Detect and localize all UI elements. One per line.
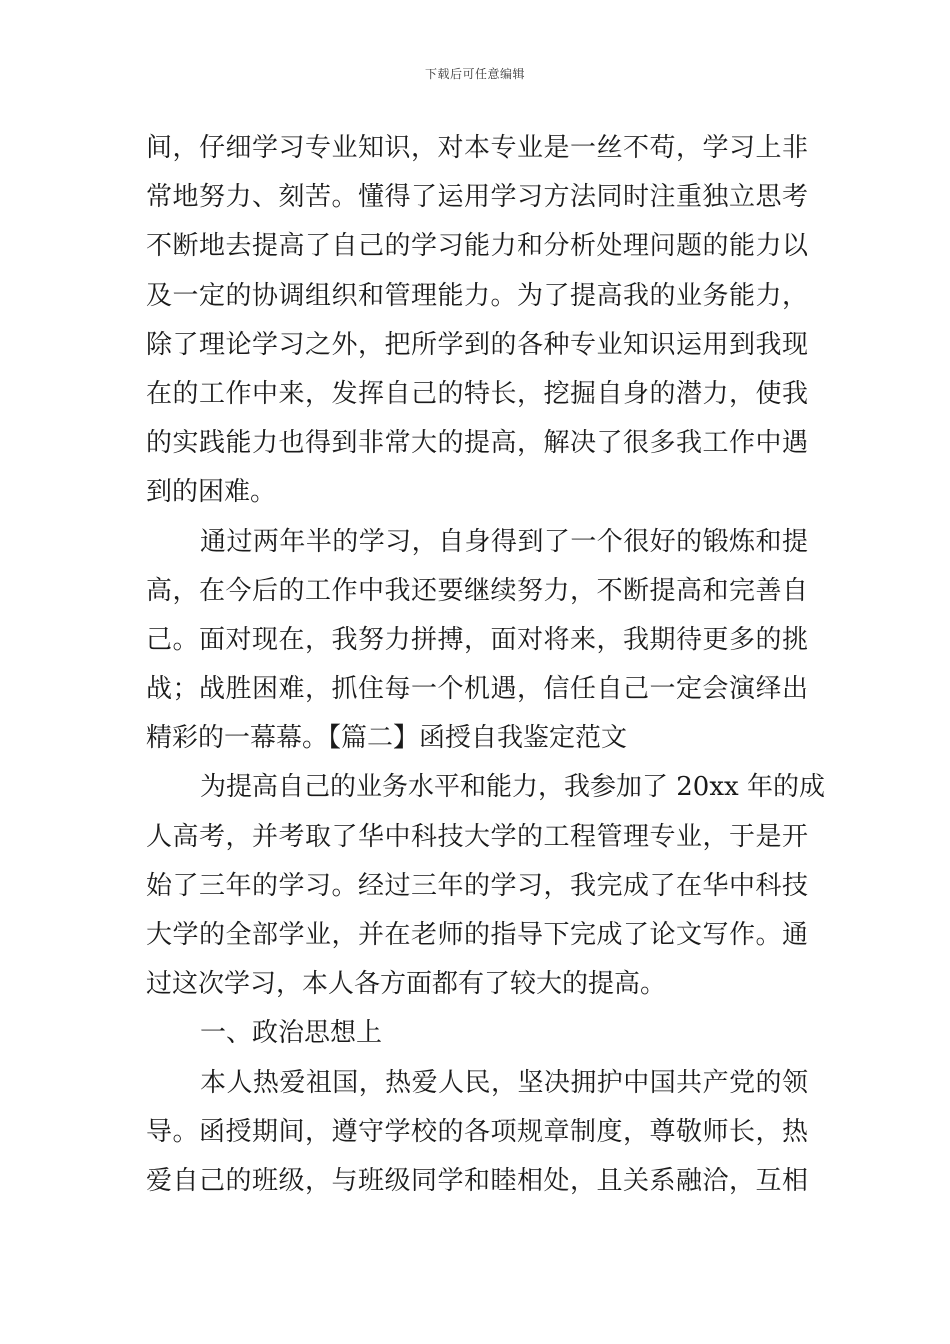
text-line: 本人热爱祖国，热爱人民，坚决拥护中国共产党的领: [200, 1067, 808, 1098]
text-line: 通过两年半的学习，自身得到了一个很好的锻炼和提: [200, 526, 808, 557]
text-line: 一、政治思想上: [200, 1018, 383, 1049]
text-line: 导。函授期间，遵守学校的各项规章制度，尊敬师长，热: [146, 1116, 808, 1147]
text-line: 高，在今后的工作中我还要继续努力，不断提高和完善自: [146, 575, 808, 606]
text-line: 间，仔细学习专业知识，对本专业是一丝不苟，学习上非: [146, 133, 808, 163]
text-line: 不断地去提高了自己的学习能力和分析处理问题的能力以: [146, 231, 808, 262]
text-line: 己。面对现在，我努力拼搏，面对将来，我期待更多的挑: [146, 624, 808, 655]
text-line: 的实践能力也得到非常大的提高，解决了很多我工作中遇: [146, 428, 808, 459]
text-line: 始了三年的学习。经过三年的学习，我完成了在华中科技: [146, 870, 808, 901]
document-body: [146, 124, 825, 1206]
text-line: 及一定的协调组织和管理能力。为了提高我的业务能力，: [146, 280, 808, 311]
text-line: 在的工作中来，发挥自己的特长，挖掘自身的潜力，使我: [146, 378, 808, 409]
text-line: 除了理论学习之外，把所学到的各种专业知识运用到我现: [146, 329, 808, 360]
text-line: 到的困难。: [146, 477, 277, 508]
text-line: 人高考，并考取了华中科技大学的工程管理专业，于是开: [146, 821, 808, 852]
text-line: 为提高自己的业务水平和能力，我参加了 20xx 年的成: [200, 772, 825, 803]
text-line: 爱自己的班级，与班级同学和睦相处，且关系融洽，互相: [146, 1165, 808, 1196]
text-line: 战；战胜困难，抓住每一个机遇，信任自己一定会演绎出: [146, 674, 808, 705]
text-line: 过这次学习，本人各方面都有了较大的提高。: [146, 969, 667, 1000]
text-line: 常地努力、刻苦。懂得了运用学习方法同时注重独立思考: [146, 182, 808, 213]
page-header: 下载后可任意编辑: [424, 67, 525, 81]
text-line: 精彩的一幕幕。【篇二】函授自我鉴定范文: [146, 723, 628, 754]
text-line: 大学的全部学业，并在老师的指导下完成了论文写作。通: [146, 920, 808, 950]
